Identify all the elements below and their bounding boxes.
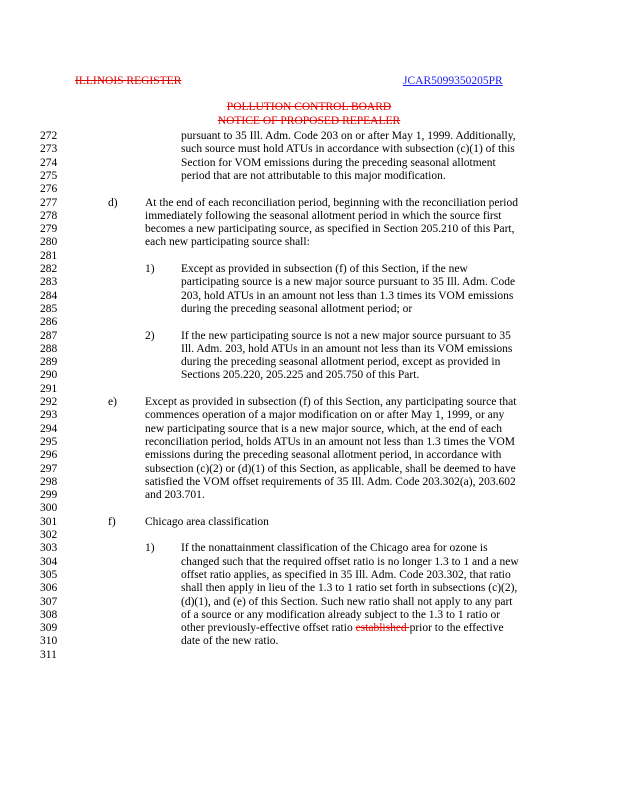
line-text: 203, hold ATUs in an amount not less than 1.3 times its VOM emissions [181,289,514,302]
document-line [0,648,618,662]
line-number: 309 [40,622,58,635]
line-number: 310 [40,635,58,648]
line-number: 292 [40,396,58,408]
document-line [0,275,618,289]
line-text: satisfied the VOM offset requirements of 35 Ill. Adm. Code 203.302(a), 203.602 [145,475,516,488]
document-line [0,408,618,422]
document-line [0,581,618,595]
document-line [0,156,618,170]
line-number: 277 [40,196,58,209]
line-number: 308 [40,608,58,621]
line-number: 307 [40,595,58,608]
line-number: 283 [40,276,58,289]
line-text: subsection (c)(2) or (d)(1) of this Section, as applicable, shall be deemed to have [145,462,516,475]
subsection-label: 1) [145,542,155,555]
line-number: 282 [40,263,58,275]
line-number: 293 [40,409,58,422]
line-text: of a source or any modification already subject to the 1.3 to 1 ratio or [181,608,501,621]
document-line [0,182,618,196]
document-line [0,634,618,648]
line-number: 298 [40,475,58,488]
line-number: 274 [40,156,58,169]
line-text: Chicago area classification [145,515,269,528]
document-line [0,235,618,249]
document-line [0,289,618,303]
document-line [0,302,618,316]
line-text: (d)(1), and (e) of this Section. Such new ratio shall not apply to any part [181,595,513,608]
document-line [0,169,618,183]
line-text: reconciliation period, holds ATUs in an amount not less than 1.3 times the VOM [145,435,515,448]
register-title: ILLINOIS REGISTER [75,75,182,87]
document-line [0,395,618,409]
line-number: 301 [40,515,58,528]
line-text: immediately following the seasonal allotment period in which the source first [145,209,502,222]
line-text: commences operation of a major modification on or after May 1, 1999, or any [145,409,505,422]
line-text: new participating source that is a new major source, which, at the end of each [145,422,503,435]
document-line [0,515,618,529]
subsection-label: d) [108,196,118,209]
document-line [0,142,618,156]
line-text: emissions during the preceding seasonal allotment period, in accordance with [145,449,502,462]
line-number: 285 [40,302,58,315]
document-line [0,488,618,502]
line-text: participating source is a new major source pursuant to 35 Ill. Adm. Code [181,276,516,289]
line-text: during the preceding seasonal allotment period, except as provided in [181,356,501,369]
line-text [181,621,504,635]
line-number: 297 [40,462,58,475]
line-number: 289 [40,356,58,369]
line-number: 304 [40,555,58,568]
line-number: 281 [40,249,58,262]
document-line [0,462,618,476]
document-line [0,342,618,356]
document-line [0,129,618,143]
line-text: Except as provided in subsection (f) of this Section, any participating source that [145,396,517,408]
jcar-reference-link[interactable]: JCAR5099350205PR [403,75,503,87]
line-number: 280 [40,236,58,249]
line-text: pursuant to 35 Ill. Adm. Code 203 on or after May 1, 1999. Additionally, [181,130,516,142]
subsection-label: e) [108,396,117,408]
document-line [0,595,618,609]
document-line [0,528,618,542]
line-text: shall then apply in lieu of the 1.3 to 1 ratio set forth in subsections (c)(2), [181,582,518,595]
document-line [0,368,618,382]
line-text: Except as provided in subsection (f) of this Section, if the new [181,263,468,275]
line-number: 305 [40,568,58,581]
document-line [0,262,618,276]
document-line [0,501,618,515]
line-text: changed such that the required offset ratio is no longer 1.3 to 1 and a new [181,555,519,568]
line-number: 275 [40,169,58,182]
line-text: If the nonattainment classification of the Chicago area for ozone is [181,542,488,555]
document-line [0,568,618,582]
document-line [0,541,618,555]
subsection-label: 2) [145,329,155,342]
line-number: 302 [40,529,58,541]
document-line [0,249,618,263]
line-text: date of the new ratio. [181,635,279,648]
line-text: Sections 205.220, 205.225 and 205.750 of this Part. [181,369,420,382]
line-number: 291 [40,382,58,395]
document-line [0,621,618,635]
line-text: Ill. Adm. 203, hold ATUs in an amount not less than its VOM emissions [181,342,513,355]
line-text: and 203.701. [145,489,205,502]
line-number: 273 [40,143,58,156]
document-line [0,475,618,489]
document-line [0,209,618,223]
line-number: 306 [40,582,58,595]
line-number: 303 [40,542,58,555]
line-number: 299 [40,489,58,502]
document-line [0,382,618,396]
line-number: 295 [40,435,58,448]
board-name: POLLUTION CONTROL BOARD [226,101,392,113]
subsection-label: 1) [145,263,155,275]
line-text: offset ratio applies, as specified in 35 Ill. Adm. Code 203.302, that ratio [181,568,511,581]
line-number: 294 [40,422,58,435]
line-text: At the end of each reconciliation period, beginning with the reconciliation period [145,196,518,209]
line-number: 284 [40,289,58,302]
line-number: 278 [40,209,58,222]
subsection-label: f) [108,515,116,528]
document-line [0,555,618,569]
line-text: becomes a new participating source, as specified in Section 205.210 of this Part, [145,223,515,236]
document-line [0,448,618,462]
line-number: 296 [40,449,58,462]
document-line [0,355,618,369]
line-text-part: other previously-effective offset ratio [181,622,356,635]
line-text: period that are not attributable to this major modification. [181,169,446,182]
document-line [0,222,618,236]
document-line [0,315,618,329]
line-number: 290 [40,369,58,382]
document-line [0,435,618,449]
document-line [0,422,618,436]
line-number: 287 [40,329,58,342]
deleted-text: established [355,622,410,635]
line-text: If the new participating source is not a new major source pursuant to 35 [181,329,511,342]
line-text: during the preceding seasonal allotment period; or [181,302,413,315]
line-text-part: prior to the effective [409,622,504,635]
line-text: such source must hold ATUs in accordance with subsection (c)(1) of this [181,143,515,156]
line-number: 286 [40,316,58,329]
line-number: 311 [40,648,57,661]
line-number: 300 [40,502,58,515]
line-text: Section for VOM emissions during the preceding seasonal allotment [181,156,496,169]
document-line [0,196,618,210]
line-text: each new participating source shall: [145,236,310,249]
line-number: 276 [40,183,58,196]
line-number: 288 [40,342,58,355]
notice-title: NOTICE OF PROPOSED REPEALER [217,115,401,127]
line-number: 279 [40,223,58,236]
line-number: 272 [40,130,58,142]
document-line [0,329,618,343]
document-line [0,608,618,622]
